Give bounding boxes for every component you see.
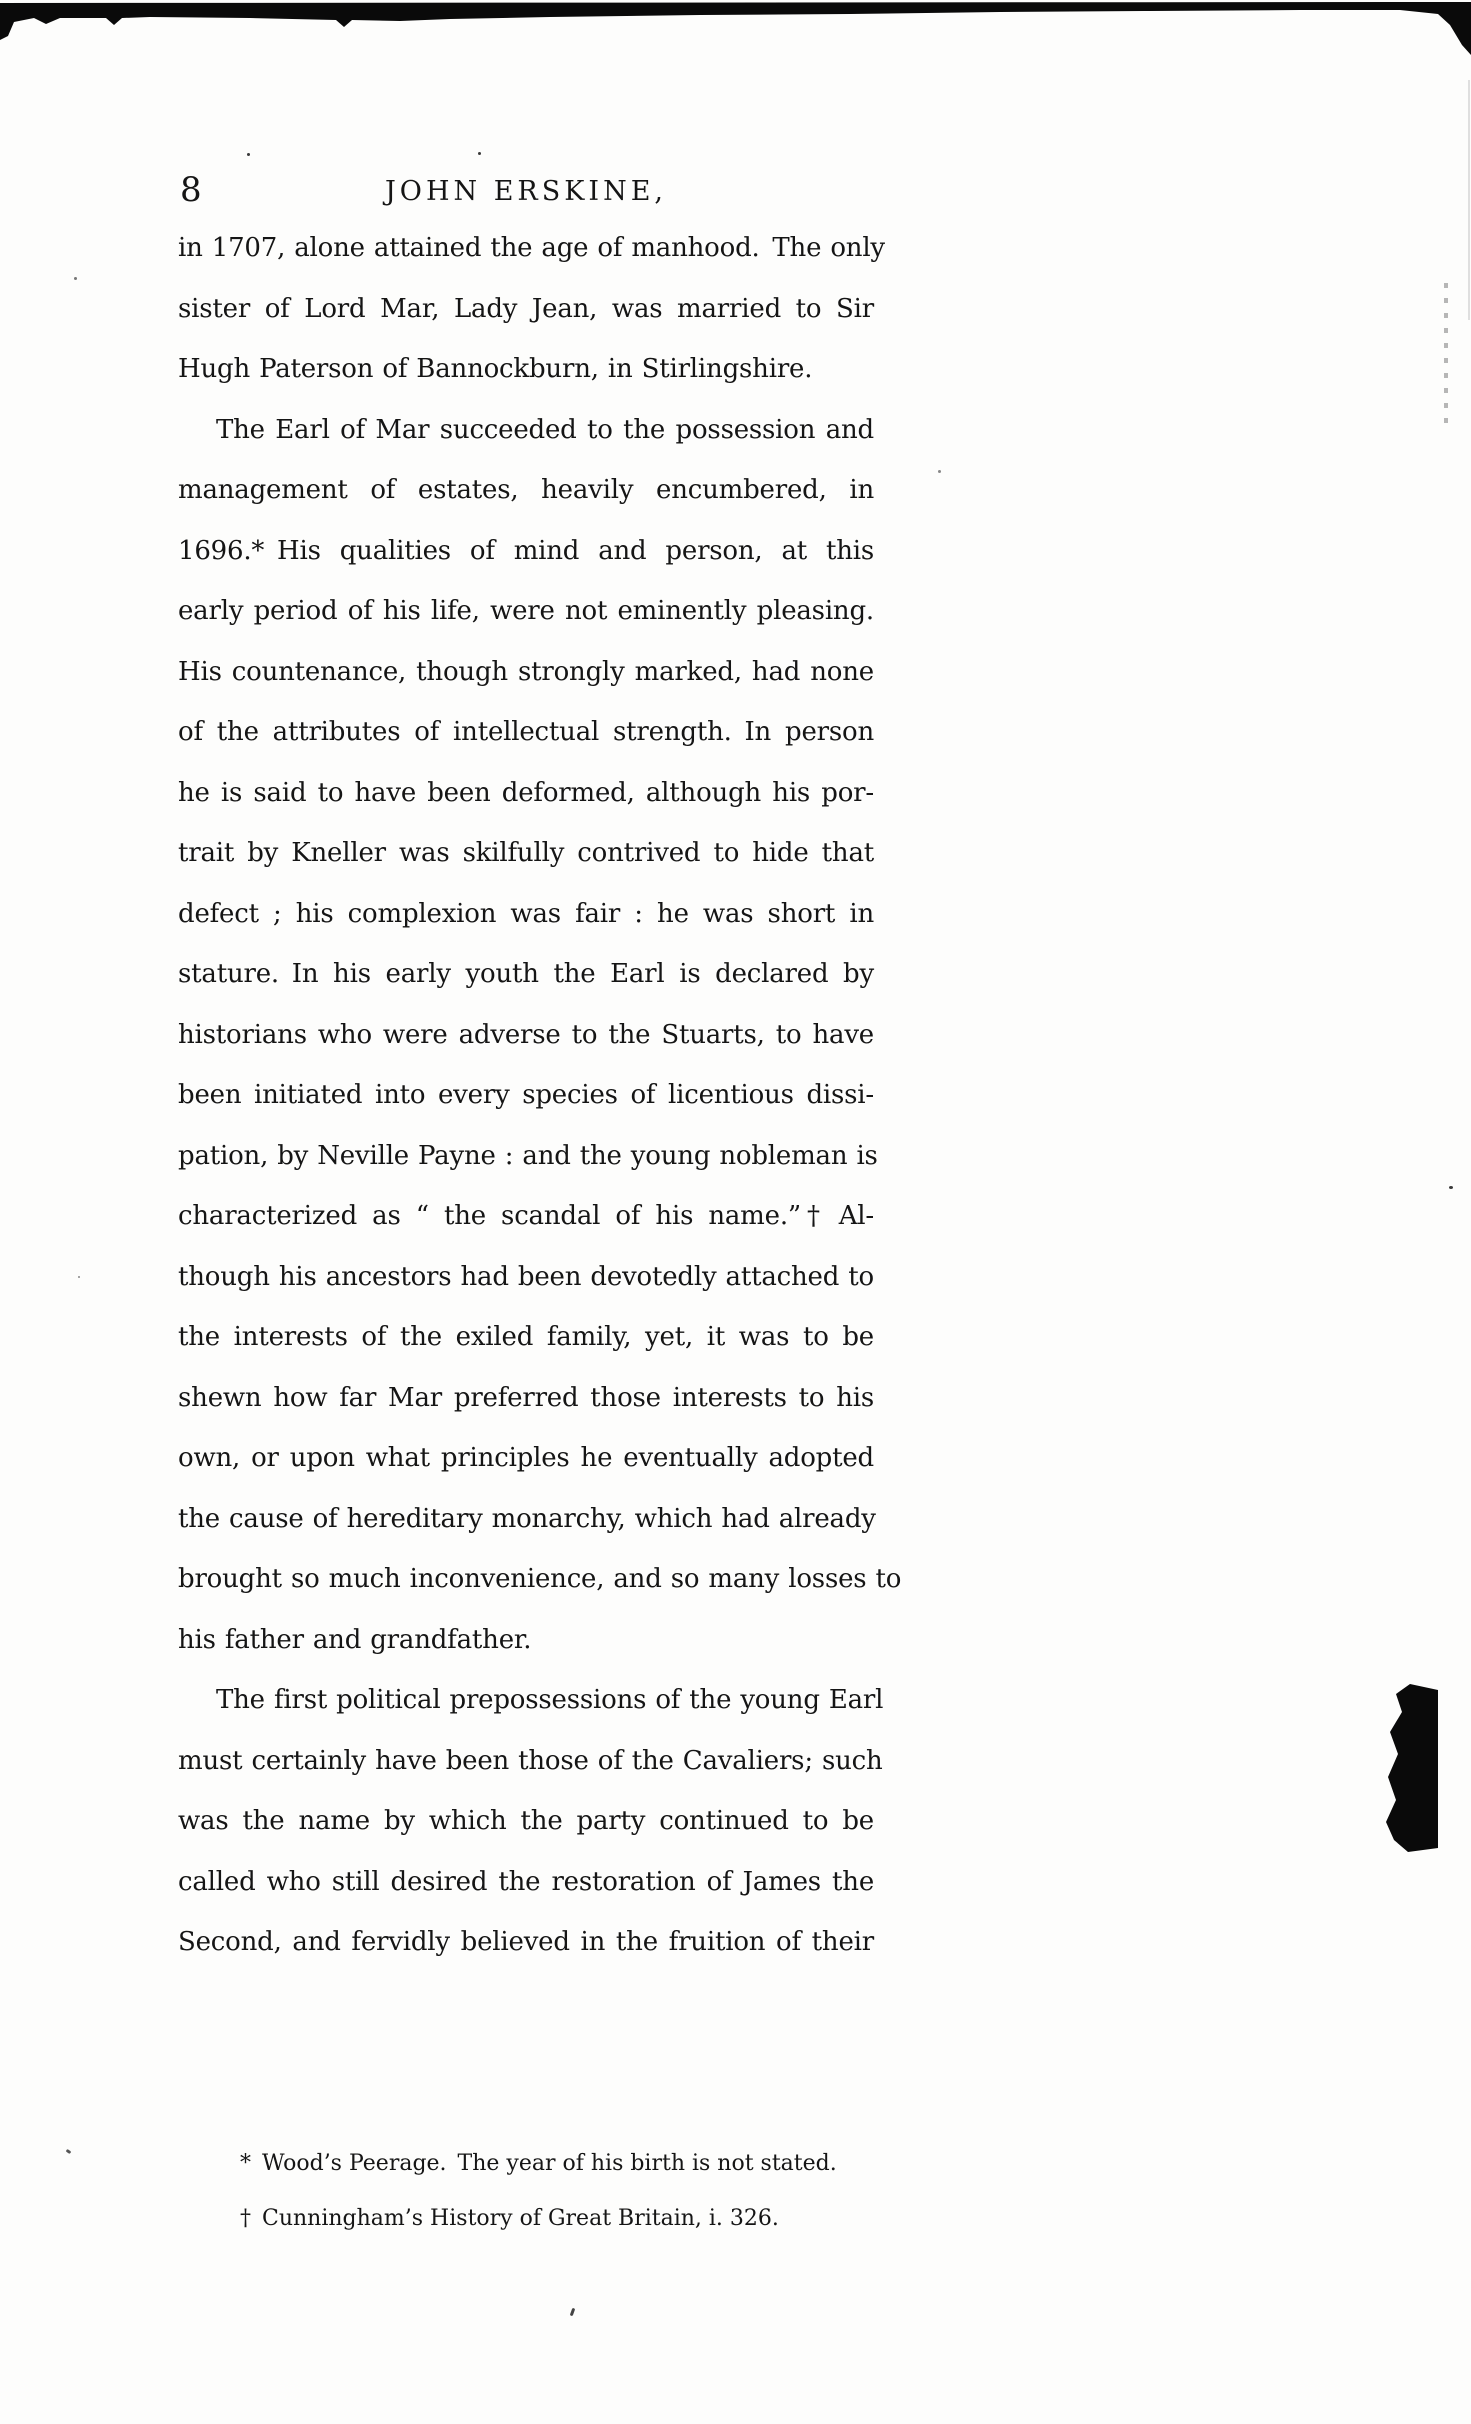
body-text bbox=[178, 218, 902, 1973]
scan-artifact-edge-shade bbox=[1468, 80, 1470, 320]
text-line: brought so much inconvenience, and so many losses to bbox=[178, 1564, 902, 1594]
text-line: historians who were adverse to the Stuarts, to have bbox=[178, 1019, 874, 1050]
text-line: called who still desired the restoration of James the bbox=[178, 1866, 874, 1897]
text-line: of the attributes of intellectual strength. In person bbox=[178, 717, 874, 747]
text-line: shewn how far Mar preferred those interests to his bbox=[178, 1382, 874, 1413]
scan-speck bbox=[78, 1276, 80, 1278]
text-line: the interests of the exiled family, yet, it was to be bbox=[178, 1322, 874, 1352]
scan-artifact-ink-blob bbox=[1380, 1682, 1440, 1860]
text-line: His countenance, though strongly marked, had none bbox=[178, 656, 874, 687]
scan-speck bbox=[1449, 1186, 1453, 1189]
text-line: pation, by Neville Payne : and the young nobleman is bbox=[178, 1140, 878, 1171]
text-line: his father and grandfather. bbox=[178, 1624, 532, 1655]
text-line: stature. In his early youth the Earl is declared by bbox=[178, 959, 874, 989]
text-line: own, or upon what principles he eventually adopted bbox=[178, 1443, 874, 1473]
footnote: † Cunningham’s History of Great Britain, i. 326. bbox=[240, 2206, 779, 2231]
running-header: JOHN ERSKINE, bbox=[384, 176, 667, 207]
page-number: 8 bbox=[180, 170, 202, 210]
text-line: was the name by which the party continued to be bbox=[178, 1806, 874, 1836]
text-line: he is said to have been deformed, although his por- bbox=[178, 777, 874, 808]
text-line: the cause of hereditary monarchy, which had already bbox=[178, 1503, 876, 1534]
footnotes bbox=[240, 2136, 880, 2246]
text-line: characterized as “ the scandal of his name.”† Al- bbox=[178, 1201, 874, 1231]
text-line: The first political prepossessions of the young Earl bbox=[216, 1685, 884, 1715]
text-line: trait by Kneller was skilfully contrived to hide that bbox=[178, 838, 874, 868]
footnote: * Wood’s Peerage. The year of his birth is not stated. bbox=[240, 2151, 837, 2176]
text-line: Second, and fervidly believed in the fruition of their bbox=[178, 1927, 874, 1957]
text-line: in 1707, alone attained the age of manhood. The only bbox=[178, 233, 885, 263]
text-line: 1696.* His qualities of mind and person, at this bbox=[178, 535, 874, 566]
page-header bbox=[178, 168, 874, 216]
text-line: must certainly have been those of the Cavaliers; such bbox=[178, 1745, 883, 1776]
scan-speck bbox=[247, 153, 250, 156]
scan-artifact-top-bar bbox=[0, 0, 1471, 70]
scan-speck bbox=[938, 470, 941, 473]
text-line: Hugh Paterson of Bannockburn, in Stirlingshire. bbox=[178, 354, 813, 384]
text-line: sister of Lord Mar, Lady Jean, was married to Sir bbox=[178, 293, 874, 324]
text-line: been initiated into every species of licentious dissi- bbox=[178, 1080, 874, 1110]
text-line: though his ancestors had been devotedly attached to bbox=[178, 1261, 874, 1292]
scan-speck bbox=[478, 152, 481, 155]
text-line: The Earl of Mar succeeded to the possession and bbox=[216, 414, 874, 445]
scan-speck bbox=[74, 277, 77, 280]
text-line: defect ; his complexion was fair : he was short in bbox=[178, 898, 874, 929]
text-line: management of estates, heavily encumbered, in bbox=[178, 475, 874, 505]
text-line: early period of his life, were not eminently pleasing. bbox=[178, 596, 874, 626]
scan-artifact-dotted-column bbox=[1444, 283, 1448, 431]
